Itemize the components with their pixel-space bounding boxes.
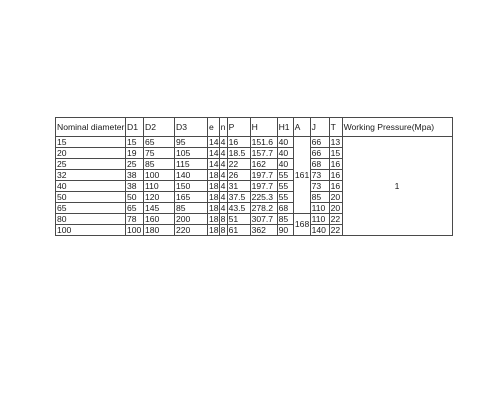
- cell-n: 4: [220, 169, 226, 180]
- cell-j: 85: [310, 192, 329, 203]
- cell-nominal-diameter: 100: [56, 225, 126, 236]
- cell-h1: 90: [277, 225, 293, 236]
- header-d1: D1: [126, 118, 144, 137]
- cell-j: 66: [310, 148, 329, 159]
- cell-h: 162: [250, 159, 277, 170]
- cell-d1: 65: [126, 203, 144, 214]
- header-n: n: [219, 118, 227, 137]
- cell-d2: 75: [144, 148, 175, 159]
- cell-e: 18: [209, 191, 219, 202]
- cell-d1: 19: [126, 148, 144, 159]
- cell-h1: 55: [277, 192, 293, 203]
- cell-d1: 38: [126, 181, 144, 192]
- cell-d3: 200: [175, 214, 208, 225]
- cell-n: 4: [220, 147, 226, 158]
- cell-nominal-diameter: 40: [56, 181, 126, 192]
- spec-sheet: [55, 117, 453, 236]
- cell-e: 14: [209, 158, 219, 169]
- cell-d1: 25: [126, 159, 144, 170]
- cell-h: 197.7: [250, 170, 277, 181]
- header-a: A: [293, 118, 310, 137]
- cell-t: 22: [330, 224, 341, 235]
- cell-h: 307.7: [250, 214, 277, 225]
- cell-t: 22: [330, 213, 341, 224]
- cell-n: 8: [220, 213, 226, 224]
- header-d2: D2: [144, 118, 175, 137]
- cell-d2: 100: [144, 170, 175, 181]
- cell-a-merged-lower: 168: [293, 214, 310, 236]
- cell-n: 4: [220, 136, 226, 147]
- header-e: e: [208, 118, 220, 137]
- cell-p: 22: [227, 159, 250, 170]
- cell-nominal-diameter: 65: [56, 203, 126, 214]
- cell-j: 110: [310, 214, 329, 225]
- cell-j: 68: [310, 159, 329, 170]
- cell-d3: 140: [175, 170, 208, 181]
- cell-e: 18: [209, 213, 219, 224]
- cell-p: 31: [227, 181, 250, 192]
- cell-e: 18: [209, 180, 219, 191]
- cell-e: 14: [209, 136, 219, 147]
- cell-n: 4: [220, 158, 226, 169]
- cell-h: 225.3: [250, 192, 277, 203]
- cell-d2: 120: [144, 192, 175, 203]
- cell-n: 4: [220, 202, 226, 213]
- header-p: P: [227, 118, 250, 137]
- cell-e: 18: [209, 202, 219, 213]
- header-row: [56, 118, 453, 137]
- cell-e: 18: [209, 224, 219, 235]
- cell-d3: 220: [175, 225, 208, 236]
- cell-j: 140: [310, 225, 329, 236]
- cell-d2: 110: [144, 181, 175, 192]
- cell-d2: 65: [144, 137, 175, 148]
- cell-nominal-diameter: 25: [56, 159, 126, 170]
- cell-d1: 38: [126, 170, 144, 181]
- spec-table: [55, 117, 453, 236]
- cell-nominal-diameter: 50: [56, 192, 126, 203]
- cell-j: 73: [310, 170, 329, 181]
- cell-t: 16: [330, 169, 341, 180]
- cell-t: 20: [330, 202, 341, 213]
- cell-d2: 85: [144, 159, 175, 170]
- cell-d1: 15: [126, 137, 144, 148]
- cell-j: 73: [310, 181, 329, 192]
- cell-d2: 180: [144, 225, 175, 236]
- cell-n: 8: [220, 224, 226, 235]
- cell-nominal-diameter: 32: [56, 170, 126, 181]
- cell-h: 362: [250, 225, 277, 236]
- cell-h: 151.6: [250, 137, 277, 148]
- cell-d3: 150: [175, 181, 208, 192]
- cell-p: 43.5: [227, 203, 250, 214]
- cell-j: 110: [310, 203, 329, 214]
- header-h1: H1: [277, 118, 293, 137]
- cell-h: 278.2: [250, 203, 277, 214]
- cell-t: 13: [330, 136, 341, 147]
- cell-p: 26: [227, 170, 250, 181]
- cell-d1: 100: [126, 225, 144, 236]
- cell-h: 197.7: [250, 181, 277, 192]
- cell-d1: 78: [126, 214, 144, 225]
- cell-p: 61: [227, 225, 250, 236]
- cell-n: 4: [220, 191, 226, 202]
- cell-j: 66: [310, 137, 329, 148]
- header-j: J: [310, 118, 329, 137]
- header-h: H: [250, 118, 277, 137]
- cell-working-pressure-merged: 1: [342, 137, 452, 236]
- cell-h1: 85: [277, 214, 293, 225]
- table-row: [56, 137, 453, 148]
- header-d3: D3: [175, 118, 208, 137]
- cell-t: 20: [330, 191, 341, 202]
- cell-n: 4: [220, 180, 226, 191]
- cell-t: 15: [330, 147, 341, 158]
- cell-h1: 68: [277, 203, 293, 214]
- cell-h1: 40: [277, 148, 293, 159]
- cell-d3: 95: [175, 137, 208, 148]
- cell-t: 16: [330, 158, 341, 169]
- cell-d2: 160: [144, 214, 175, 225]
- cell-p: 51: [227, 214, 250, 225]
- cell-h1: 55: [277, 181, 293, 192]
- cell-d3: 165: [175, 192, 208, 203]
- cell-h1: 40: [277, 159, 293, 170]
- cell-h1: 55: [277, 170, 293, 181]
- header-nominal-diameter: Nominal diameter: [56, 118, 126, 137]
- cell-d2: 145: [144, 203, 175, 214]
- cell-p: 37.5: [227, 192, 250, 203]
- header-t: T: [329, 118, 342, 137]
- cell-nominal-diameter: 20: [56, 148, 126, 159]
- cell-d3: 85: [175, 203, 208, 214]
- cell-t: 16: [330, 180, 341, 191]
- cell-d3: 105: [175, 148, 208, 159]
- cell-h1: 40: [277, 137, 293, 148]
- cell-p: 16: [227, 137, 250, 148]
- cell-nominal-diameter: 80: [56, 214, 126, 225]
- header-working-pressure: Working Pressure(Mpa): [342, 118, 452, 137]
- cell-nominal-diameter: 15: [56, 137, 126, 148]
- cell-d1: 50: [126, 192, 144, 203]
- cell-p: 18.5: [227, 148, 250, 159]
- cell-h: 157.7: [250, 148, 277, 159]
- table-body: [56, 137, 453, 236]
- cell-d3: 115: [175, 159, 208, 170]
- cell-a-merged-upper: 161: [293, 137, 310, 214]
- cell-e: 14: [209, 147, 219, 158]
- cell-e: 18: [209, 169, 219, 180]
